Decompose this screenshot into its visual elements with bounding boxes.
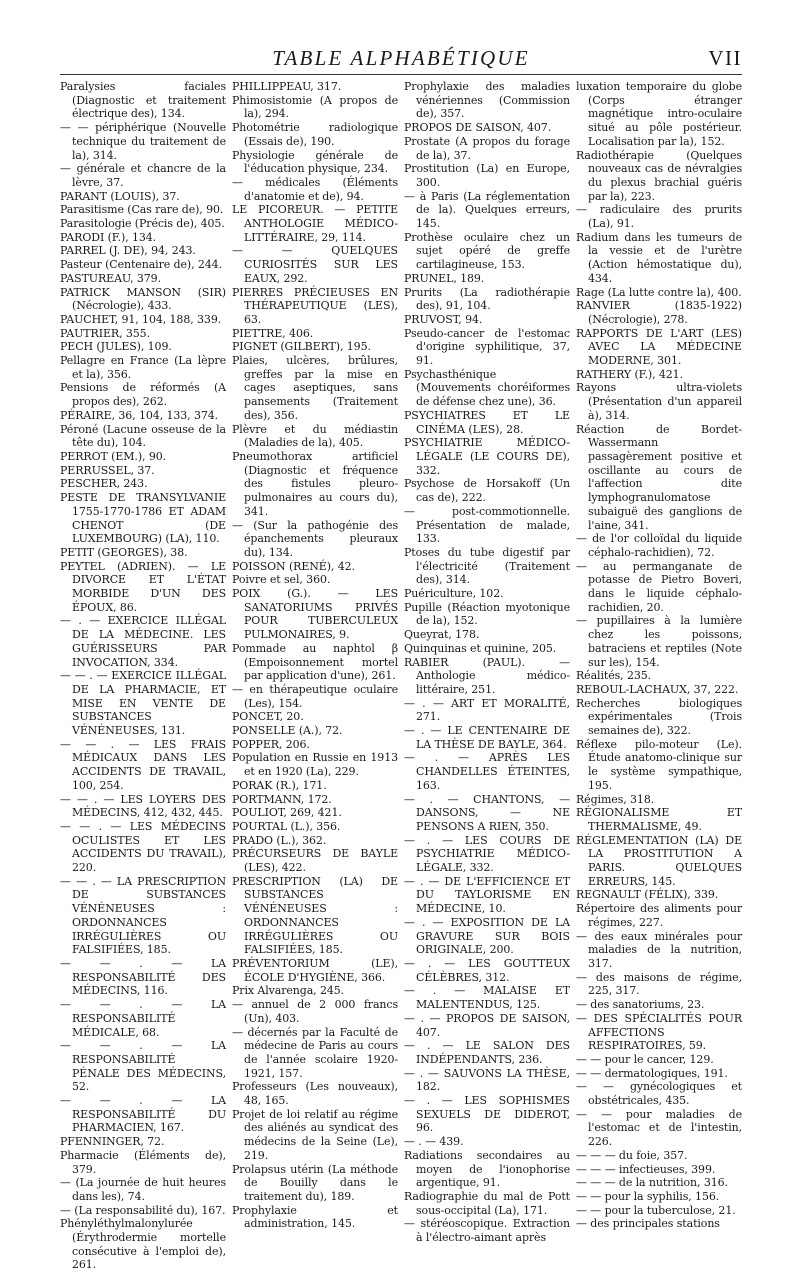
index-entry: RABIER (PAUL). — Anthologie médico-littéraire, 251. bbox=[404, 655, 570, 696]
page-header bbox=[60, 40, 742, 75]
index-entry: PEYTEL (ADRIEN). — LE DIVORCE ET L'ÉTAT MORBIDE D'UN DES ÉPOUX, 86. bbox=[60, 559, 226, 614]
index-entry: Plèvre et du médiastin (Maladies de la), 405. bbox=[232, 422, 398, 450]
index-entry: Prolapsus utérin (La méthode de Bouilly dans le traitement du), 189. bbox=[232, 1162, 398, 1203]
index-entry: POPPER, 206. bbox=[232, 737, 310, 751]
index-entry: — au permanganate de potasse de Pietro Boveri, dans le liquide céphalo-rachidien, 20. bbox=[576, 559, 742, 614]
index-entry: — post-commotionnelle. Présentation de malade, 133. bbox=[404, 504, 570, 546]
index-entry: PIETTRE, 406. bbox=[232, 326, 314, 340]
index-entry: PÉRAIRE, 36, 104, 133, 374. bbox=[60, 408, 219, 422]
index-column-4 bbox=[576, 80, 742, 1231]
index-entry: Réflexe pilo-moteur (Le). Étude anatomo-clinique sur le système sympathique, 195. bbox=[576, 737, 742, 792]
index-entry: — — pour la tuberculose, 21. bbox=[576, 1203, 736, 1217]
index-entry: — des principales stations bbox=[576, 1217, 720, 1231]
index-entry: — . — MALAISE ET MALENTENDUS, 125. bbox=[404, 984, 570, 1012]
index-entry: RÉGLEMENTATION (LA) DE LA PROSTITUTION A PARIS. QUELQUES ERREURS, 145. bbox=[576, 833, 742, 888]
index-entry: Parasitisme (Cas rare de), 90. bbox=[60, 203, 224, 217]
index-entry: Prophylaxie et administration, 145. bbox=[232, 1203, 398, 1231]
index-entry: — — . — LES FRAIS MÉDICAUX DANS LES ACCIDENTS DE TRAVAIL, 100, 254. bbox=[60, 737, 226, 792]
index-column-3 bbox=[404, 80, 570, 1245]
index-entry: — — . — LES LOYERS DES MÉDECINS, 412, 432, 445. bbox=[60, 792, 226, 820]
index-entry: — — . — EXERCICE ILLÉGAL DE LA PHARMACIE, ET MISE EN VENTE DE SUBSTANCES VÉNÉNEUSES, 131. bbox=[60, 669, 226, 738]
index-entry: Prix Alvarenga, 245. bbox=[232, 984, 345, 998]
index-entry: PARODI (F.), 134. bbox=[60, 230, 157, 244]
index-entry: Paralysies faciales (Diagnostic et traitement électrique des), 134. bbox=[60, 80, 226, 121]
index-entry: PECH (JULES), 109. bbox=[60, 340, 172, 354]
index-entry: Population en Russie en 1913 et en 1920 (La), 229. bbox=[232, 751, 398, 779]
index-entry: PSYCHIATRIE MÉDICO-LÉGALE (LE COURS DE), 332. bbox=[404, 436, 570, 477]
index-entry: — — dermatologiques, 191. bbox=[576, 1066, 728, 1080]
index-entry: PETIT (GEORGES), 38. bbox=[60, 545, 188, 559]
index-entry: — — . — LA RESPONSABILITÉ MÉDICALE, 68. bbox=[60, 998, 226, 1039]
index-entry: — . — PROPOS DE SAISON, 407. bbox=[404, 1011, 570, 1039]
index-entry: PASTUREAU, 379. bbox=[60, 271, 161, 285]
index-entry: Pupille (Réaction myotonique de la), 152. bbox=[404, 600, 570, 628]
index-entry: POISSON (RENÉ), 42. bbox=[232, 559, 355, 573]
index-entry: Radium dans les tumeurs de la vessie et de l'urètre (Action hémostatique du), 434. bbox=[576, 230, 742, 285]
index-entry: PSYCHIATRES ET LE CINÉMA (LES), 28. bbox=[404, 408, 570, 436]
index-entry: — décernés par la Faculté de médecine de Paris au cours de l'année scolaire 1920-1921, 157. bbox=[232, 1025, 398, 1080]
index-entry: PARANT (LOUIS), 37. bbox=[60, 189, 180, 203]
index-entry: — . — DE L'EFFICIENCE ET DU TAYLORISME EN MÉDECINE, 10. bbox=[404, 874, 570, 916]
index-entry: Pellagre en France (La lèpre et la), 356. bbox=[60, 354, 226, 381]
index-entry: — . — EXPOSITION DE LA GRAVURE SUR BOIS ORIGINALE, 200. bbox=[404, 915, 570, 957]
index-entry: Psychose de Horsakoff (Un cas de), 222. bbox=[404, 477, 570, 505]
index-entry: Pharmacie (Éléments de), 379. bbox=[60, 1148, 226, 1176]
index-entry: — — gynécologiques et obstétricales, 435. bbox=[576, 1080, 742, 1108]
index-entry: Radiations secondaires au moyen de l'ionophorise argentique, 91. bbox=[404, 1148, 570, 1190]
index-entry: PIGNET (GILBERT), 195. bbox=[232, 340, 371, 354]
index-entry: REBOUL-LACHAUX, 37, 222. bbox=[576, 682, 739, 696]
index-entry: RATHERY (F.), 421. bbox=[576, 367, 683, 381]
index-entry: POIX (G.). — LES SANATORIUMS PRIVÉS POUR TUBERCULEUX PULMONAIRES, 9. bbox=[232, 587, 398, 642]
index-entry: PRÉVENTORIUM (LE), ÉCOLE D'HYGIÈNE, 366. bbox=[232, 957, 398, 984]
index-entry: Physiologie générale de l'éducation physique, 234. bbox=[232, 148, 398, 176]
index-entry: — — pour le cancer, 129. bbox=[576, 1052, 714, 1066]
index-entry: — de l'or colloïdal du liquide céphalo-rachidien), 72. bbox=[576, 532, 742, 559]
index-entry: POULIOT, 269, 421. bbox=[232, 806, 342, 820]
index-entry: — . — EXERCICE ILLÉGAL DE LA MÉDECINE. LES GUÉRISSEURS PAR INVOCATION, 334. bbox=[60, 614, 226, 669]
index-entry: — — pour la syphilis, 156. bbox=[576, 1189, 720, 1203]
index-entry: Répertoire des aliments pour régimes, 227. bbox=[576, 902, 742, 929]
index-entry: — . — LES COURS DE PSYCHIATRIE MÉDICO-LÉGALE, 332. bbox=[404, 833, 570, 875]
index-entry: POURTAL (L.), 356. bbox=[232, 819, 341, 833]
index-entry: RANVIER (1835-1922) (Nécrologie), 278. bbox=[576, 299, 742, 326]
index-entry: — en thérapeutique oculaire (Les), 154. bbox=[232, 682, 398, 710]
index-entry: Radiothérapie (Quelques nouveaux cas de névralgies du plexus brachial guéris par la), 223. bbox=[576, 148, 742, 203]
index-entry: — des maisons de régime, 225, 317. bbox=[576, 970, 742, 998]
index-entry: Projet de loi relatif au régime des aliénés au syndicat des médecins de la Seine (Le), 219. bbox=[232, 1107, 398, 1162]
index-entry: — — . — LA RESPONSABILITÉ PÉNALE DES MÉDECINS, 52. bbox=[60, 1039, 226, 1094]
index-entry: Recherches biologiques expérimentales (Trois semaines de), 322. bbox=[576, 696, 742, 738]
index-entry: PAUCHET, 91, 104, 188, 339. bbox=[60, 312, 222, 326]
index-entry: Professeurs (Les nouveaux), 48, 165. bbox=[232, 1080, 398, 1108]
index-entry: — . — ART ET MORALITÉ, 271. bbox=[404, 696, 570, 724]
index-entry: Pasteur (Centenaire de), 244. bbox=[60, 258, 222, 272]
index-entry: — des eaux minérales pour maladies de la nutrition, 317. bbox=[576, 929, 742, 970]
index-entry: PRUVOST, 94. bbox=[404, 312, 483, 326]
index-entry: Pneumothorax artificiel (Diagnostic et fréquence des fistules pleuro-pulmonaires au cours du), 341. bbox=[232, 449, 398, 518]
index-entry: luxation temporaire du globe (Corps étranger magnétique intro-oculaire situé au pôle postérieur. Localisation par la), 152. bbox=[576, 80, 742, 148]
index-entry: Péroné (Lacune osseuse de la tête du), 104. bbox=[60, 422, 226, 450]
index-entry: — — . — LES MÉDECINS OCULISTES ET LES ACCIDENTS DU TRAVAIL), 220. bbox=[60, 819, 226, 875]
index-entry: — — — du foie, 357. bbox=[576, 1148, 688, 1162]
index-entry: PARREL (J. DE), 94, 243. bbox=[60, 244, 196, 258]
index-entry: — (Sur la pathogénie des épanchements pleuraux du), 134. bbox=[232, 518, 398, 559]
index-entry: Plaies, ulcères, brûlures, greffes par la mise en cages aseptiques, sans pansements (Traitement des), 356. bbox=[232, 354, 398, 422]
index-entry: PATRICK MANSON (SIR) (Nécrologie), 433. bbox=[60, 285, 226, 313]
index-entry: — générale et chancre de la lèvre, 37. bbox=[60, 162, 226, 189]
index-entry: PRUNEL, 189. bbox=[404, 271, 485, 285]
index-entry: Puériculture, 102. bbox=[404, 587, 504, 601]
index-entry: Photométrie radiologique (Essais de), 190. bbox=[232, 121, 398, 148]
index-entry: Ptoses du tube digestif par l'électricité (Traitement des), 314. bbox=[404, 545, 570, 587]
index-entry: PONSELLE (A.), 72. bbox=[232, 724, 343, 738]
index-entry: PORTMANN, 172. bbox=[232, 792, 332, 806]
index-entry: Réalités, 235. bbox=[576, 669, 652, 683]
index-entry: RAPPORTS DE L'ART (LES) AVEC LA MÉDECINE MODERNE, 301. bbox=[576, 326, 742, 368]
index-entry: — à Paris (La réglementation de la). Quelques erreurs, 145. bbox=[404, 189, 570, 231]
index-entry: — . — LE SALON DES INDÉPENDANTS, 236. bbox=[404, 1039, 570, 1066]
index-entry: — . — APRÈS LES CHANDELLES ÉTEINTES, 163. bbox=[404, 751, 570, 792]
index-entry: PESTE DE TRANSYLVANIE 1755-1770-1786 ET ADAM CHENOT (DE LUXEMBOURG) (LA), 110. bbox=[60, 491, 226, 546]
index-entry: Phényléthylmalonylurée (Érythrodermie mortelle consécutive à l'emploi de), 261. bbox=[60, 1217, 226, 1272]
index-entry: PRESCRIPTION (LA) DE SUBSTANCES VÉNÉNEUSES : ORDONNANCES IRRÉGULIÈRES OU FALSIFIÉES, 185. bbox=[232, 874, 398, 957]
index-entry: PRADO (L.), 362. bbox=[232, 833, 327, 847]
index-entry: Quinquinas et quinine, 205. bbox=[404, 641, 557, 655]
index-entry: RÉGIONALISME ET THERMALISME, 49. bbox=[576, 806, 742, 833]
index-entry: — — — infectieuses, 399. bbox=[576, 1162, 716, 1176]
index-entry: Rayons ultra-violets (Présentation d'un appareil à), 314. bbox=[576, 381, 742, 422]
index-entry: PROPOS DE SAISON, 407. bbox=[404, 121, 552, 135]
index-entry: Régimes, 318. bbox=[576, 792, 655, 806]
index-entry: REGNAULT (FÉLIX), 339. bbox=[576, 888, 719, 902]
index-entry: Psychasthénique (Mouvements choréiformes de défense chez une), 36. bbox=[404, 367, 570, 409]
index-entry: — — . — LA RESPONSABILITÉ DU PHARMACIEN, 167. bbox=[60, 1094, 226, 1135]
index-entry: — (La journée de huit heures dans les), 74. bbox=[60, 1176, 226, 1203]
index-entry: PHILLIPPEAU, 317. bbox=[232, 80, 342, 93]
index-entry: — DES SPÉCIALITÉS POUR AFFECTIONS RESPIRATOIRES, 59. bbox=[576, 1011, 742, 1053]
index-entry: Pensions de réformés (A propos des), 262. bbox=[60, 381, 226, 409]
index-entry: Queyrat, 178. bbox=[404, 628, 480, 642]
index-entry: Prostitution (La) en Europe, 300. bbox=[404, 162, 570, 189]
index-entry: Prostate (A propos du forage de la), 37. bbox=[404, 134, 570, 162]
index-entry: PONCET, 20. bbox=[232, 710, 304, 724]
index-entry: — — . — LA RESPONSABILITÉ DES MÉDECINS, 116. bbox=[60, 957, 226, 998]
index-entry: — — pour maladies de l'estomac et de l'intestin, 226. bbox=[576, 1107, 742, 1149]
index-entry: PIERRES PRÉCIEUSES EN THÉRAPEUTIQUE (LES), 63. bbox=[232, 285, 398, 326]
index-entry: Pommade au naphtol β (Empoisonnement mortel par application d'une), 261. bbox=[232, 641, 398, 683]
index-entry: — . — LES SOPHISMES SEXUELS DE DIDEROT, 96. bbox=[404, 1094, 570, 1135]
page-number: VII bbox=[708, 46, 742, 70]
index-entry: — — QUELQUES CURIOSITÉS SUR LES EAUX, 292. bbox=[232, 244, 398, 285]
index-entry: — . — LES GOUTTEUX CÉLÈBRES, 312. bbox=[404, 957, 570, 984]
index-entry: — . — 439. bbox=[404, 1135, 464, 1149]
index-entry: PRÉCURSEURS DE BAYLE (LES), 422. bbox=[232, 847, 398, 875]
index-entry: PERROT (EM.), 90. bbox=[60, 449, 167, 463]
index-entry: Poivre et sel, 360. bbox=[232, 573, 331, 587]
index-entry: Phimosistomie (A propos de la), 294. bbox=[232, 93, 398, 121]
index-entry: Prophylaxie des maladies vénériennes (Commission de), 357. bbox=[404, 80, 570, 121]
index-entry: Prothèse oculaire chez un sujet opéré de greffe cartilagineuse, 153. bbox=[404, 230, 570, 272]
index-entry: — pupillaires à la lumière chez les poissons, batraciens et reptiles (Note sur les), 154. bbox=[576, 614, 742, 669]
index-entry: PORAK (R.), 171. bbox=[232, 778, 327, 792]
index-entry: Pseudo-cancer de l'estomac d'origine syphilitique, 37, 91. bbox=[404, 326, 570, 368]
index-entry: PFENNINGER, 72. bbox=[60, 1135, 165, 1149]
index-entry: — stéréoscopique. Extraction à l'électro-aimant après bbox=[404, 1217, 570, 1245]
index-entry: — . — SAUVONS LA THÈSE, 182. bbox=[404, 1066, 570, 1094]
index-entry: PAUTRIER, 355. bbox=[60, 326, 150, 340]
index-entry: — médicales (Éléments d'anatomie et de), 94. bbox=[232, 175, 398, 203]
index-entry: PESCHER, 243. bbox=[60, 477, 148, 491]
index-entry: Radiographie du mal de Pott sous-occipital (La), 171. bbox=[404, 1189, 570, 1217]
index-entry: — . — CHANTONS, — DANSONS, — NE PENSONS A RIEN, 350. bbox=[404, 792, 570, 833]
index-column-1 bbox=[60, 80, 226, 1272]
index-entry: — — périphérique (Nouvelle technique du traitement de la), 314. bbox=[60, 121, 226, 162]
index-entry: — (La responsabilité du), 167. bbox=[60, 1203, 226, 1217]
index-entry: Réaction de Bordet-Wassermann passagèrement positive et oscillante au cours de l'affection dite lymphogranulomatose subaiguë des ganglions de l'aine, 341. bbox=[576, 422, 742, 532]
index-entry: PERRUSSEL, 37. bbox=[60, 463, 155, 477]
index-entry: — radiculaire des prurits (La), 91. bbox=[576, 203, 742, 231]
index-entry: — — — de la nutrition, 316. bbox=[576, 1176, 728, 1190]
index-entry: — . — LE CENTENAIRE DE LA THÈSE DE BAYLE, 364. bbox=[404, 724, 570, 751]
index-entry: LE PICOREUR. — PETITE ANTHOLOGIE MÉDICO-LITTÉRAIRE, 29, 114. bbox=[232, 203, 398, 244]
index-column-2 bbox=[232, 80, 398, 1231]
index-columns bbox=[60, 80, 744, 1272]
index-entry: — des sanatoriums, 23. bbox=[576, 998, 705, 1012]
page-title: TABLE ALPHABÉTIQUE bbox=[272, 46, 530, 70]
index-entry: — annuel de 2 000 francs (Un), 403. bbox=[232, 998, 398, 1025]
index-entry: Parasitologie (Précis de), 405. bbox=[60, 217, 225, 231]
index-entry: Prurits (La radiothérapie des), 91, 104. bbox=[404, 285, 570, 313]
index-entry: Rage (La lutte contre la), 400. bbox=[576, 285, 742, 299]
index-entry: — — . — LA PRESCRIPTION DE SUBSTANCES VÉNÉNEUSES : ORDONNANCES IRRÉGULIÈRES OU FALSIFIÉES, 185. bbox=[60, 874, 226, 957]
